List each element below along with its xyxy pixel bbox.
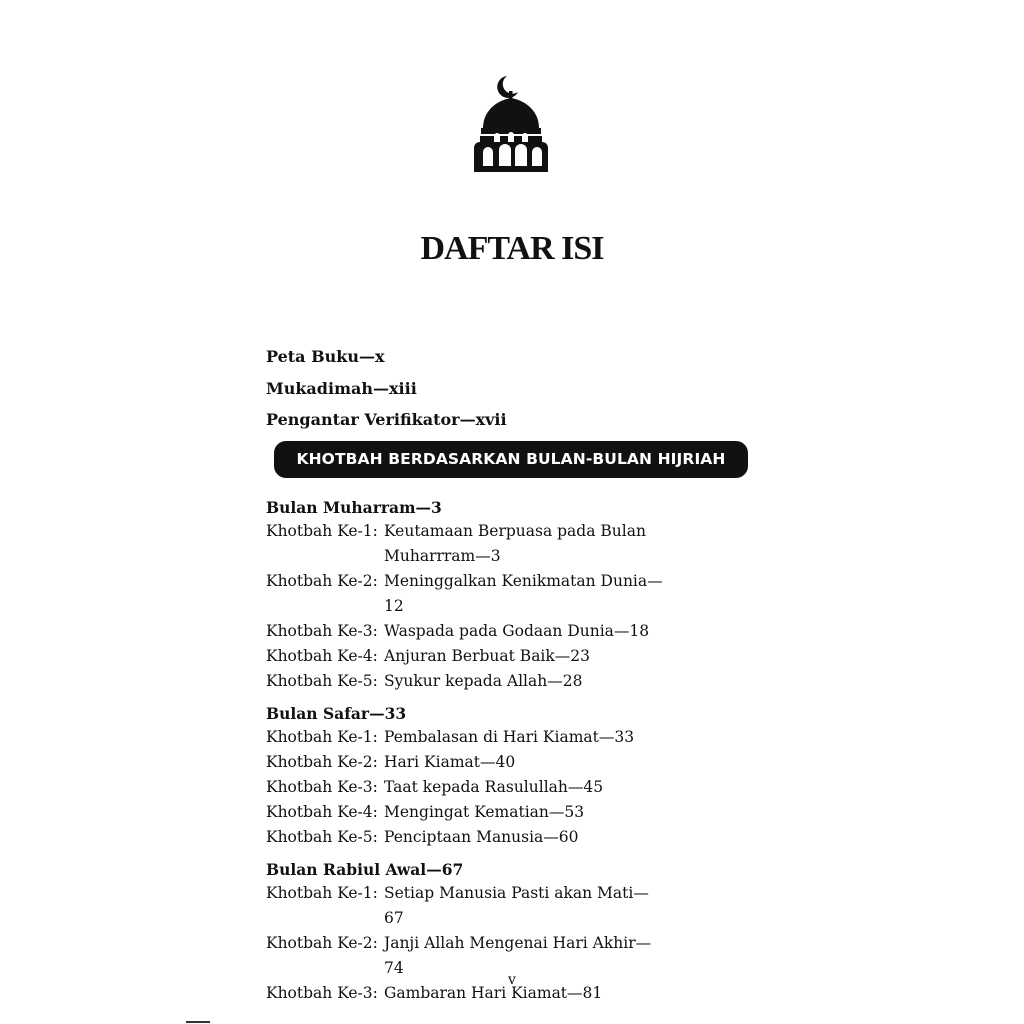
toc-entry (266, 519, 664, 569)
entry-text: Waspada pada Godaan Dunia—18 (384, 622, 650, 640)
entry-text: Gambaran Hari Kiamat—81 (384, 984, 603, 1002)
entry-text: Mengingat Kematian—53 (384, 803, 585, 821)
entry-text: Pembalasan di Hari Kiamat—33 (384, 728, 635, 746)
prelim-item: Peta Buku—x (266, 347, 385, 366)
prelim-item: Pengantar Verifikator—xvii (266, 410, 507, 429)
page-number: v (508, 972, 516, 988)
toc-entry (266, 644, 664, 669)
section-title: Bulan Rabiul Awal—67 (266, 860, 464, 879)
entry-text: Hari Kiamat—40 (384, 753, 516, 771)
entry-label: Khotbah Ke-3: (266, 622, 378, 640)
toc-entry (266, 800, 664, 825)
entry-text: Janji Allah Mengenai Hari Akhir—74 (384, 934, 652, 977)
prelim-list (266, 344, 507, 439)
toc-entry (266, 669, 664, 694)
section-title: Bulan Safar—33 (266, 704, 407, 723)
mosque-dome-icon (474, 76, 548, 174)
entry-label: Khotbah Ke-4: (266, 803, 378, 821)
entry-label: Khotbah Ke-2: (266, 753, 378, 771)
page-title: DAFTAR ISI (420, 230, 604, 267)
toc-sections (266, 496, 664, 1014)
toc-entry (266, 750, 664, 775)
toc-entry (266, 569, 664, 619)
entry-label: Khotbah Ke-3: (266, 778, 378, 796)
entry-text: Meninggalkan Kenikmatan Dunia—12 (384, 572, 663, 615)
entry-text: Setiap Manusia Pasti akan Mati—67 (384, 884, 649, 927)
toc-entry (266, 775, 664, 800)
entry-label: Khotbah Ke-4: (266, 647, 378, 665)
entry-label: Khotbah Ke-5: (266, 672, 378, 690)
divider (186, 1021, 210, 1023)
toc-entry (266, 881, 664, 931)
toc-entry (266, 825, 664, 850)
entry-label: Khotbah Ke-5: (266, 828, 378, 846)
section-banner: KHOTBAH BERDASARKAN BULAN-BULAN HIJRIAH (274, 441, 748, 478)
entry-text: Keutamaan Berpuasa pada Bulan Muharrram—3 (384, 522, 646, 565)
entry-text: Syukur kepada Allah—28 (384, 672, 583, 690)
toc-entry (266, 619, 664, 644)
toc-section (266, 496, 664, 694)
entry-label: Khotbah Ke-2: (266, 572, 378, 590)
entry-text: Taat kepada Rasulullah—45 (384, 778, 604, 796)
entry-text: Anjuran Berbuat Baik—23 (384, 647, 591, 665)
entry-label: Khotbah Ke-3: (266, 984, 378, 1002)
toc-section (266, 702, 664, 850)
toc-entry (266, 725, 664, 750)
entry-label: Khotbah Ke-1: (266, 728, 378, 746)
entry-label: Khotbah Ke-1: (266, 884, 378, 902)
entry-text: Penciptaan Manusia—60 (384, 828, 579, 846)
entry-label: Khotbah Ke-1: (266, 522, 378, 540)
entry-label: Khotbah Ke-2: (266, 934, 378, 952)
prelim-item: Mukadimah—xiii (266, 378, 417, 398)
section-title: Bulan Muharram—3 (266, 498, 442, 517)
